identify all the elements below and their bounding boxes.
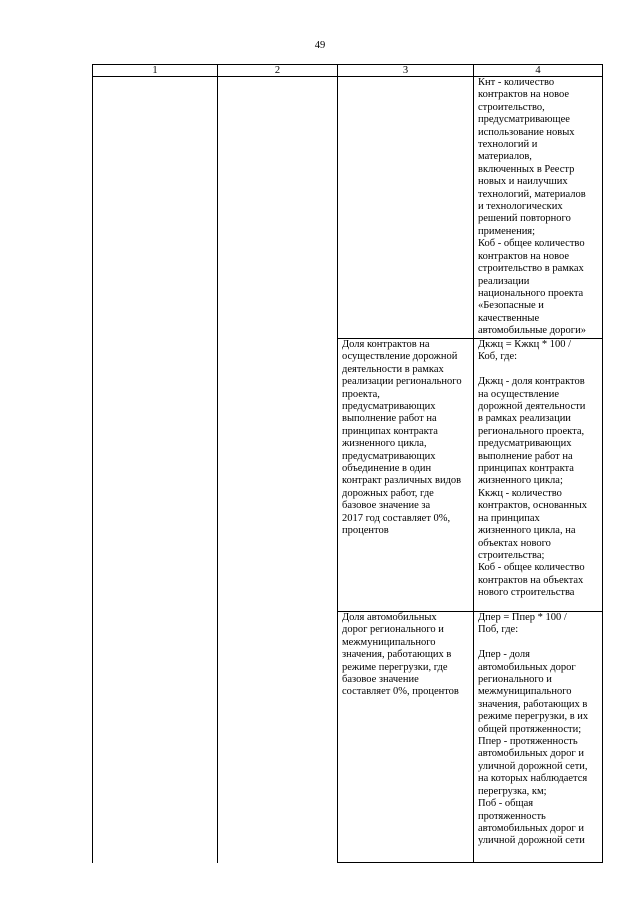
table-header-row: [93, 65, 603, 77]
table-row: [93, 77, 603, 339]
cell-col2: [218, 77, 338, 863]
cell-formula: Дкжц = Кжкц * 100 / Коб, где: Дкжц - доля контрактов на осуществление дорожной деятельности в рамках реализации регионального проекта, предусматривающих выполнение работ на принципах контракта жизненного цикла; Ккжц - количество контрактов, основанных на принципах жизненного цикла, на объектах нового строительства; Коб - общее количество контрактов на объектах нового строительства: [474, 339, 603, 612]
column-header-2: 2: [218, 65, 338, 77]
cell-formula: Дпер = Ппер * 100 / Поб, где: Дпер - доля автомобильных дорог регионального и межмуниципального значения, работающих в режиме перегрузки, в их общей протяженности; Ппер - протяженность автомобильных дорог и уличной дорожной сети, на которых наблюдается перегрузка, км; Поб - общая протяженность автомобильных дорог и уличной дорожной сети: [474, 612, 603, 863]
cell-col1: [93, 77, 218, 863]
column-header-4: 4: [474, 65, 603, 77]
cell-formula: Кнт - количество контрактов на новое строительство, предусматривающее использование новых технологий и материалов, включенных в Реестр новых и наилучших технологий, материалов и технологических решений повторного применения; Коб - общее количество контрактов на новое строительство в рамках реализации национального проекта «Безопасные и качественные автомобильные дороги»: [474, 77, 603, 339]
indicator-table: [92, 64, 603, 863]
cell-indicator-name: [338, 77, 474, 339]
column-header-1: 1: [93, 65, 218, 77]
cell-indicator-name: Доля контрактов на осуществление дорожной деятельности в рамках реализации регионального проекта, предусматривающих выполнение работ на принципах контракта жизненного цикла, предусматривающих объединение в один контракт различных видов дорожных работ, где базовое значение за 2017 год составляет 0%, процентов: [338, 339, 474, 612]
cell-indicator-name: Доля автомобильных дорог регионального и межмуниципального значения, работающих в режиме перегрузки, где базовое значение составляет 0%, процентов: [338, 612, 474, 863]
column-header-3: 3: [338, 65, 474, 77]
page-number: 49: [314, 40, 326, 51]
